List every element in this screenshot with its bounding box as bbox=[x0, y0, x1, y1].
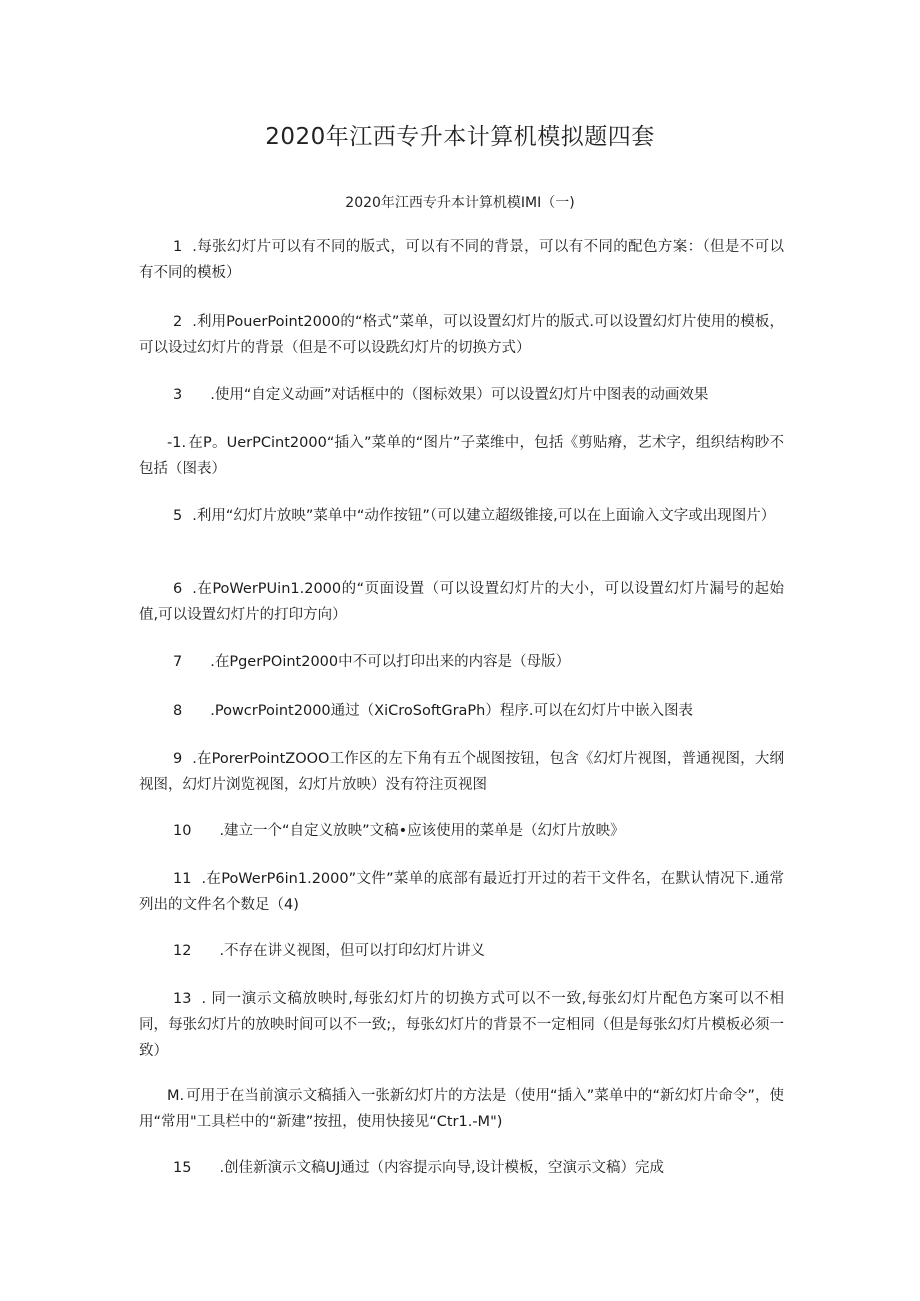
item-text: .利用PouerPoint2000的“格式”菜单，可以设置幻灯片的版式.可以设置幻灯片使用的模板，可以设过幻灯片的背景（但是不可以设跣幻灯片的切换方式） bbox=[139, 314, 784, 356]
item-text: .建立一个“自定义放映”文稿•应该使用的菜单是（幻灯片放映》 bbox=[219, 823, 625, 839]
item-number: 8 bbox=[173, 703, 183, 719]
item-text: .在PgerPOint2000中不可以打印出来的内容是（母版） bbox=[210, 654, 571, 670]
item-number: 6 bbox=[173, 581, 183, 597]
item-text: 可用于在当前演示文稿插入一张新幻灯片的方法是（使用“插入”菜单中的“新幻灯片命令”，使用“常用"工具栏中的“新建”按扭，使用快接见“Ctr1.-M") bbox=[139, 1088, 784, 1130]
item-number: 3 bbox=[173, 387, 183, 403]
item-number: 11 bbox=[173, 871, 192, 887]
question-item bbox=[139, 698, 784, 724]
item-number: 10 bbox=[173, 823, 192, 839]
item-number: M. bbox=[167, 1088, 185, 1104]
section-subtitle: 2020年江西专升本计算机模IMI（一) bbox=[345, 195, 575, 211]
item-text: .在PoWerPUin1.2000的“页面设置（可以设置幻灯片的大小，可以设置幻灯片漏号的起始值,可以设置幻灯片的打印方向） bbox=[139, 581, 784, 623]
item-number: -1. bbox=[167, 435, 187, 451]
item-number: 9 bbox=[173, 751, 183, 767]
item-number: 5 bbox=[173, 508, 183, 524]
question-item bbox=[139, 649, 784, 675]
question-item bbox=[139, 430, 784, 482]
question-item bbox=[139, 1155, 784, 1181]
question-item bbox=[139, 866, 784, 918]
item-text: .利用“幻灯片放映”菜单中“动作按钮”（可以建立超级锥接,可以在上面谕入文字或出现图片） bbox=[192, 508, 776, 524]
question-item bbox=[139, 938, 784, 964]
item-number: 7 bbox=[173, 654, 183, 670]
question-item bbox=[139, 818, 784, 844]
item-text: .在PoWerP6in1.2000”文件”菜单的底部有最近打开过的若干文件名，在默认情况下.通常列出的文件名个数足（4) bbox=[139, 871, 784, 913]
item-text: .每张幻灯片可以有不同的版式，可以有不同的背景，可以有不同的配色方案：（但是不可以有不同的模板） bbox=[139, 239, 784, 281]
item-text: . 同一演示文稿放映时,每张幻灯片的切换方式可以不一致,每张幻灯片配色方案可以不相同，每张幻灯片的放映时间可以不一致;，每张幻灯片的背景不一定相同（但是每张幻灯片模板必须一致） bbox=[139, 991, 784, 1059]
item-text: .使用“自定义动画”对话框中的（图标效果）可以设置幻灯片中图表的动画效果 bbox=[210, 387, 709, 403]
item-number: 13 bbox=[173, 991, 192, 1007]
item-text: .创佳新演示文稿UJ通过（内容提示向导,设计模板，空演示文稿）完成 bbox=[219, 1160, 665, 1176]
question-item bbox=[139, 309, 784, 361]
item-text: .在PorerPointZOOO工作区的左下角有五个觇图按钮，包含《幻灯片视图，普通视图，大纲视图，幻灯片浏览视图，幻灯片放映）没有符注页视图 bbox=[139, 751, 784, 793]
item-number: 15 bbox=[173, 1160, 192, 1176]
question-item bbox=[139, 986, 784, 1064]
question-item bbox=[139, 746, 784, 798]
question-item bbox=[139, 234, 784, 286]
item-text: 在P。UerPCint2000“插入”菜单的“图片”子菜维中，包括《剪贴瘠，艺术字，组织结构眇不包括（图表） bbox=[139, 435, 784, 477]
question-item bbox=[139, 576, 784, 628]
item-text: .PowcrPoint2000通过（XiCroSoftGraPh）程序.可以在幻灯片中嵌入图表 bbox=[210, 703, 693, 719]
item-text: .不存在讲义视图，但可以打印幻灯片讲义 bbox=[219, 943, 486, 959]
document-title: 2020年江西专升本计算机模拟题四套 bbox=[265, 124, 655, 150]
item-number: 1 bbox=[173, 239, 183, 255]
item-number: 2 bbox=[173, 314, 183, 330]
item-number: 12 bbox=[173, 943, 192, 959]
question-item bbox=[139, 1083, 784, 1135]
question-item bbox=[139, 382, 784, 408]
question-item bbox=[139, 503, 784, 529]
